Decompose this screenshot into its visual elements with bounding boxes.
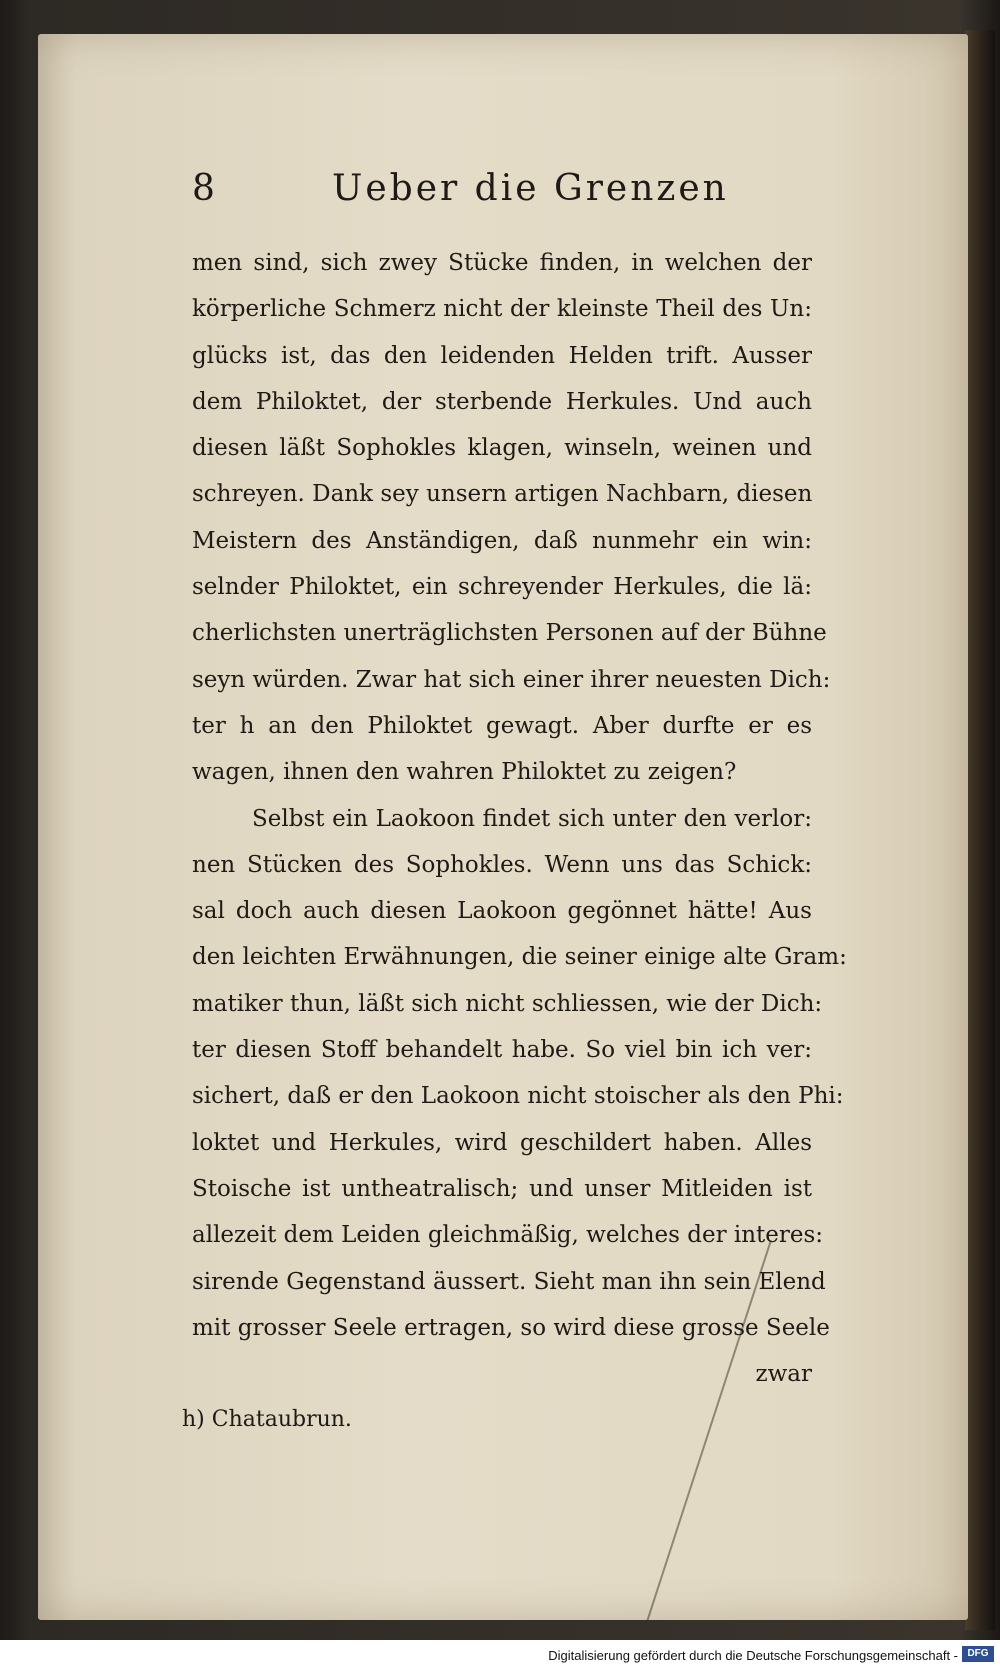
book-edge (965, 30, 995, 1630)
text-line: cherlichsten unerträglichsten Personen auf der Bühne (192, 620, 827, 647)
text-line: sichert, daß er den Laokoon nicht stoischer als den Phi: (192, 1083, 844, 1110)
text-line: ter h an den Philoktet gewagt. Aber durfte er es (192, 712, 812, 739)
catchword: zwar (755, 1361, 812, 1388)
digitization-footer (0, 1640, 1000, 1670)
text-line: wagen, ihnen den wahren Philoktet zu zeigen? (192, 759, 737, 786)
text-line: Meistern des Anständigen, daß nunmehr ein win: (192, 527, 812, 554)
text-line: ter diesen Stoff behandelt habe. So viel bin ich ver: (192, 1037, 812, 1064)
text-line: men sind, sich zwey Stücke finden, in welchen der (192, 250, 812, 276)
dfg-logo: DFG (962, 1646, 994, 1662)
text-line: diesen läßt Sophokles klagen, winseln, weinen und (192, 435, 812, 462)
text-line: den leichten Erwähnungen, die seiner einige alte Gram: (192, 944, 847, 971)
text-line: selnder Philoktet, ein schreyender Herkules, die lä: (192, 574, 812, 601)
body-text (192, 240, 847, 1397)
text-line: dem Philoktet, der sterbende Herkules. Und auch (192, 388, 812, 415)
page-number: 8 (192, 168, 218, 209)
text-line: Selbst ein Laokoon findet sich unter den verlor: (252, 805, 812, 832)
text-line: mit grosser Seele ertragen, so wird diese grosse Seele (192, 1314, 830, 1341)
text-line: glücks ist, das den leidenden Helden trift. Ausser (192, 342, 812, 369)
running-head: Ueber die Grenzen (332, 168, 729, 209)
footnote: h) Chataubrun. (182, 1407, 352, 1432)
text-line: loktet und Herkules, wird geschildert haben. Alles (192, 1129, 812, 1156)
text-line: seyn würden. Zwar hat sich einer ihrer neuesten Dich: (192, 666, 831, 693)
page-header (192, 168, 729, 218)
text-line: körperliche Schmerz nicht der kleinste Theil des Un: (192, 296, 812, 323)
text-line: sal doch auch diesen Laokoon gegönnet hätte! Aus (192, 898, 812, 925)
funding-credit: Digitalisierung gefördert durch die Deutsche Forschungsgemeinschaft - (548, 1648, 958, 1663)
text-line: schreyen. Dank sey unsern artigen Nachbarn, diesen (192, 481, 813, 508)
text-line: matiker thun, läßt sich nicht schliessen, wie der Dich: (192, 990, 823, 1017)
text-line: Stoische ist untheatralisch; und unser Mitleiden ist (192, 1175, 812, 1202)
text-line: nen Stücken des Sophokles. Wenn uns das Schick: (192, 851, 812, 878)
text-line: allezeit dem Leiden gleichmäßig, welches der interes: (192, 1222, 824, 1249)
text-line: sirende Gegenstand äussert. Sieht man ihn sein Elend (192, 1268, 826, 1295)
